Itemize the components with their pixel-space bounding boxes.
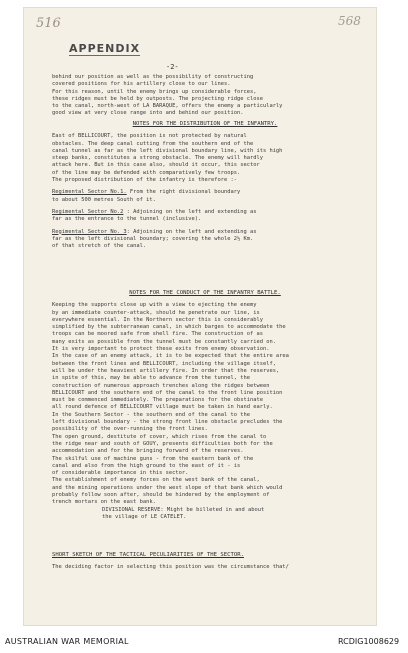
handwritten-page-number: 568 (338, 14, 361, 28)
regimental-sector-1 (52, 189, 358, 196)
archive-name: AUSTRALIAN WAR MEMORIAL (5, 637, 129, 646)
text-line: all round defence of BELLICOURT village must be taken in hand early. (52, 404, 273, 411)
text-line: Keeping the supports close up with a view to ejecting the enemy (52, 302, 257, 309)
text-line: accommodation and for the bringing forward of the reserves. (52, 448, 244, 455)
page-number: -2- (166, 63, 179, 71)
text-line: For this reason, until the enemy brings up considerable forces, (52, 88, 257, 95)
sector-label: Regimental Sector No.1. (52, 189, 127, 196)
text-line: good view at very close range into and behind our position. (52, 110, 244, 117)
text-line: of the line may be defended with comparatively few troops. (52, 169, 241, 176)
text-line: The proposed distribution of the infantry is therefore :- (52, 177, 237, 184)
archive-reference: RCDIG1008629 (338, 637, 400, 646)
text-line: canal and also from the high ground to the east of it - is (52, 462, 241, 469)
paragraph-positions (52, 74, 358, 118)
sector-text: : Adjoining on the left and extending as (126, 228, 257, 235)
text-line: many exits as possible from the tunnel must be constantly carried on. (52, 338, 276, 345)
section-heading: SHORT SKETCH OF THE TACTICAL PECULIARITIES OF THE SECTOR. (52, 552, 244, 558)
text-line: far as the entrance to the tunnel (inclusive). (52, 216, 202, 223)
sector-label: Regimental Sector No. 3 (52, 228, 127, 235)
text-line: BELLICOURT and the southern end of the canal to the front line position (52, 389, 283, 396)
text-line: It is very important to protect these exits from enemy observation. (52, 346, 270, 353)
text-line: In the Southern Sector - the southern end of the canal to the (52, 411, 250, 418)
text-line: of that stretch of the canal. (52, 243, 147, 250)
text-line: construction of numerous approach trenches along the ridges between (52, 382, 270, 389)
text-line: possibility of the over-running the front lines. (52, 426, 208, 433)
text-line: and the mining operations under the west slope of that bank which would (52, 484, 283, 491)
sector-text: From the right divisional boundary (126, 189, 241, 196)
text-line: the village of LE CATELET. (102, 513, 187, 520)
text-line: left divisional boundary - the strong front line obstacle precludes the (52, 419, 283, 426)
text-line: behind our position as well as the possibility of constructing (52, 74, 254, 80)
section-infantry-distribution (52, 121, 358, 250)
text-line: The deciding factor in selecting this position was the circumstance that/ (52, 564, 289, 571)
text-line: steep banks, constitutes a strong obstacle. The enemy will hardly (52, 155, 263, 162)
archive-footer (0, 632, 408, 653)
text-line: covered positions for his artillery close to our lines. (52, 81, 231, 88)
text-line: everywhere essential. In the Northern sector this is considerably (52, 316, 263, 323)
sector-label: Regimental Sector No.2 (52, 208, 124, 215)
text-line: of considerable importance in this sector. (52, 470, 189, 477)
section-heading: NOTES FOR THE DISTRIBUTION OF THE INFANTRY. (132, 121, 278, 127)
text-line: far as the left divisional boundary; covering the whole 2½ Km. (52, 235, 254, 242)
text-line: East of BELLICOURT, the position is not protected by natural (52, 133, 247, 140)
text-line: to about 500 metres South of it. (52, 196, 156, 203)
text-line: by an immediate counter-attack, should he penetrate our line, is (52, 309, 260, 316)
regimental-sector-2 (52, 209, 358, 216)
section-tactical-sketch (52, 552, 358, 572)
regimental-sector-3 (52, 229, 358, 236)
text-line: simplified by the subterranean canal, in which barges to accommodate the (52, 324, 286, 331)
text-line: attack here. But in this case also, should it occur, this sector (52, 162, 260, 169)
text-line: these ridges must be held by outposts. The projecting ridge close (52, 95, 263, 102)
text-line: trench mortars on the east bank. (52, 499, 156, 506)
section-infantry-battle (52, 290, 358, 521)
divisional-reserve-line: DIVISIONAL RESERVE: Might be billeted in and about (102, 506, 265, 513)
text-line: between the front lines and BELLICOURT, including the village itself, (52, 360, 276, 367)
section-heading: NOTES FOR THE CONDUCT OF THE INFANTRY BATTLE. (129, 290, 281, 296)
text-line: In the case of an enemy attack, it is to be expected that the entire area (52, 353, 289, 360)
handwritten-folio-number: 516 (36, 16, 61, 31)
text-line: obstacles. The deep canal cutting from the southern end of the (52, 140, 254, 147)
text-line: the ridge near and south of GOUY, presents difficulties both for the (52, 440, 273, 447)
text-line: troops can be moored safe from shell fire. The construction of as (52, 331, 263, 338)
text-line: must be commenced immediately. The preparations for the obstinate (52, 397, 263, 404)
text-line: to the canal, north-west of LA BARAQUE, offers the enemy a particularly (52, 103, 283, 110)
text-line: The open ground, destitute of cover, which rises from the canal to (52, 433, 267, 440)
sector-text: : Adjoining on the left and extending as (123, 208, 257, 215)
text-line: will be under the heaviest artillery fire. In order that the reserves, (52, 367, 280, 374)
text-line: in spite of this, may be able to advance from the tunnel, the (52, 375, 250, 382)
text-line: The establishment of enemy forces on the west bank of the canal, (52, 477, 260, 484)
text-line: probably follow soon after, should be hindered by the employment of (52, 492, 270, 499)
text-line: canal tunnel as far as the left divisional boundary line, with its high (52, 147, 283, 154)
appendix-stamp: APPENDIX (69, 42, 141, 55)
text-line: The skilful use of machine guns - from the eastern bank of the (52, 455, 254, 462)
